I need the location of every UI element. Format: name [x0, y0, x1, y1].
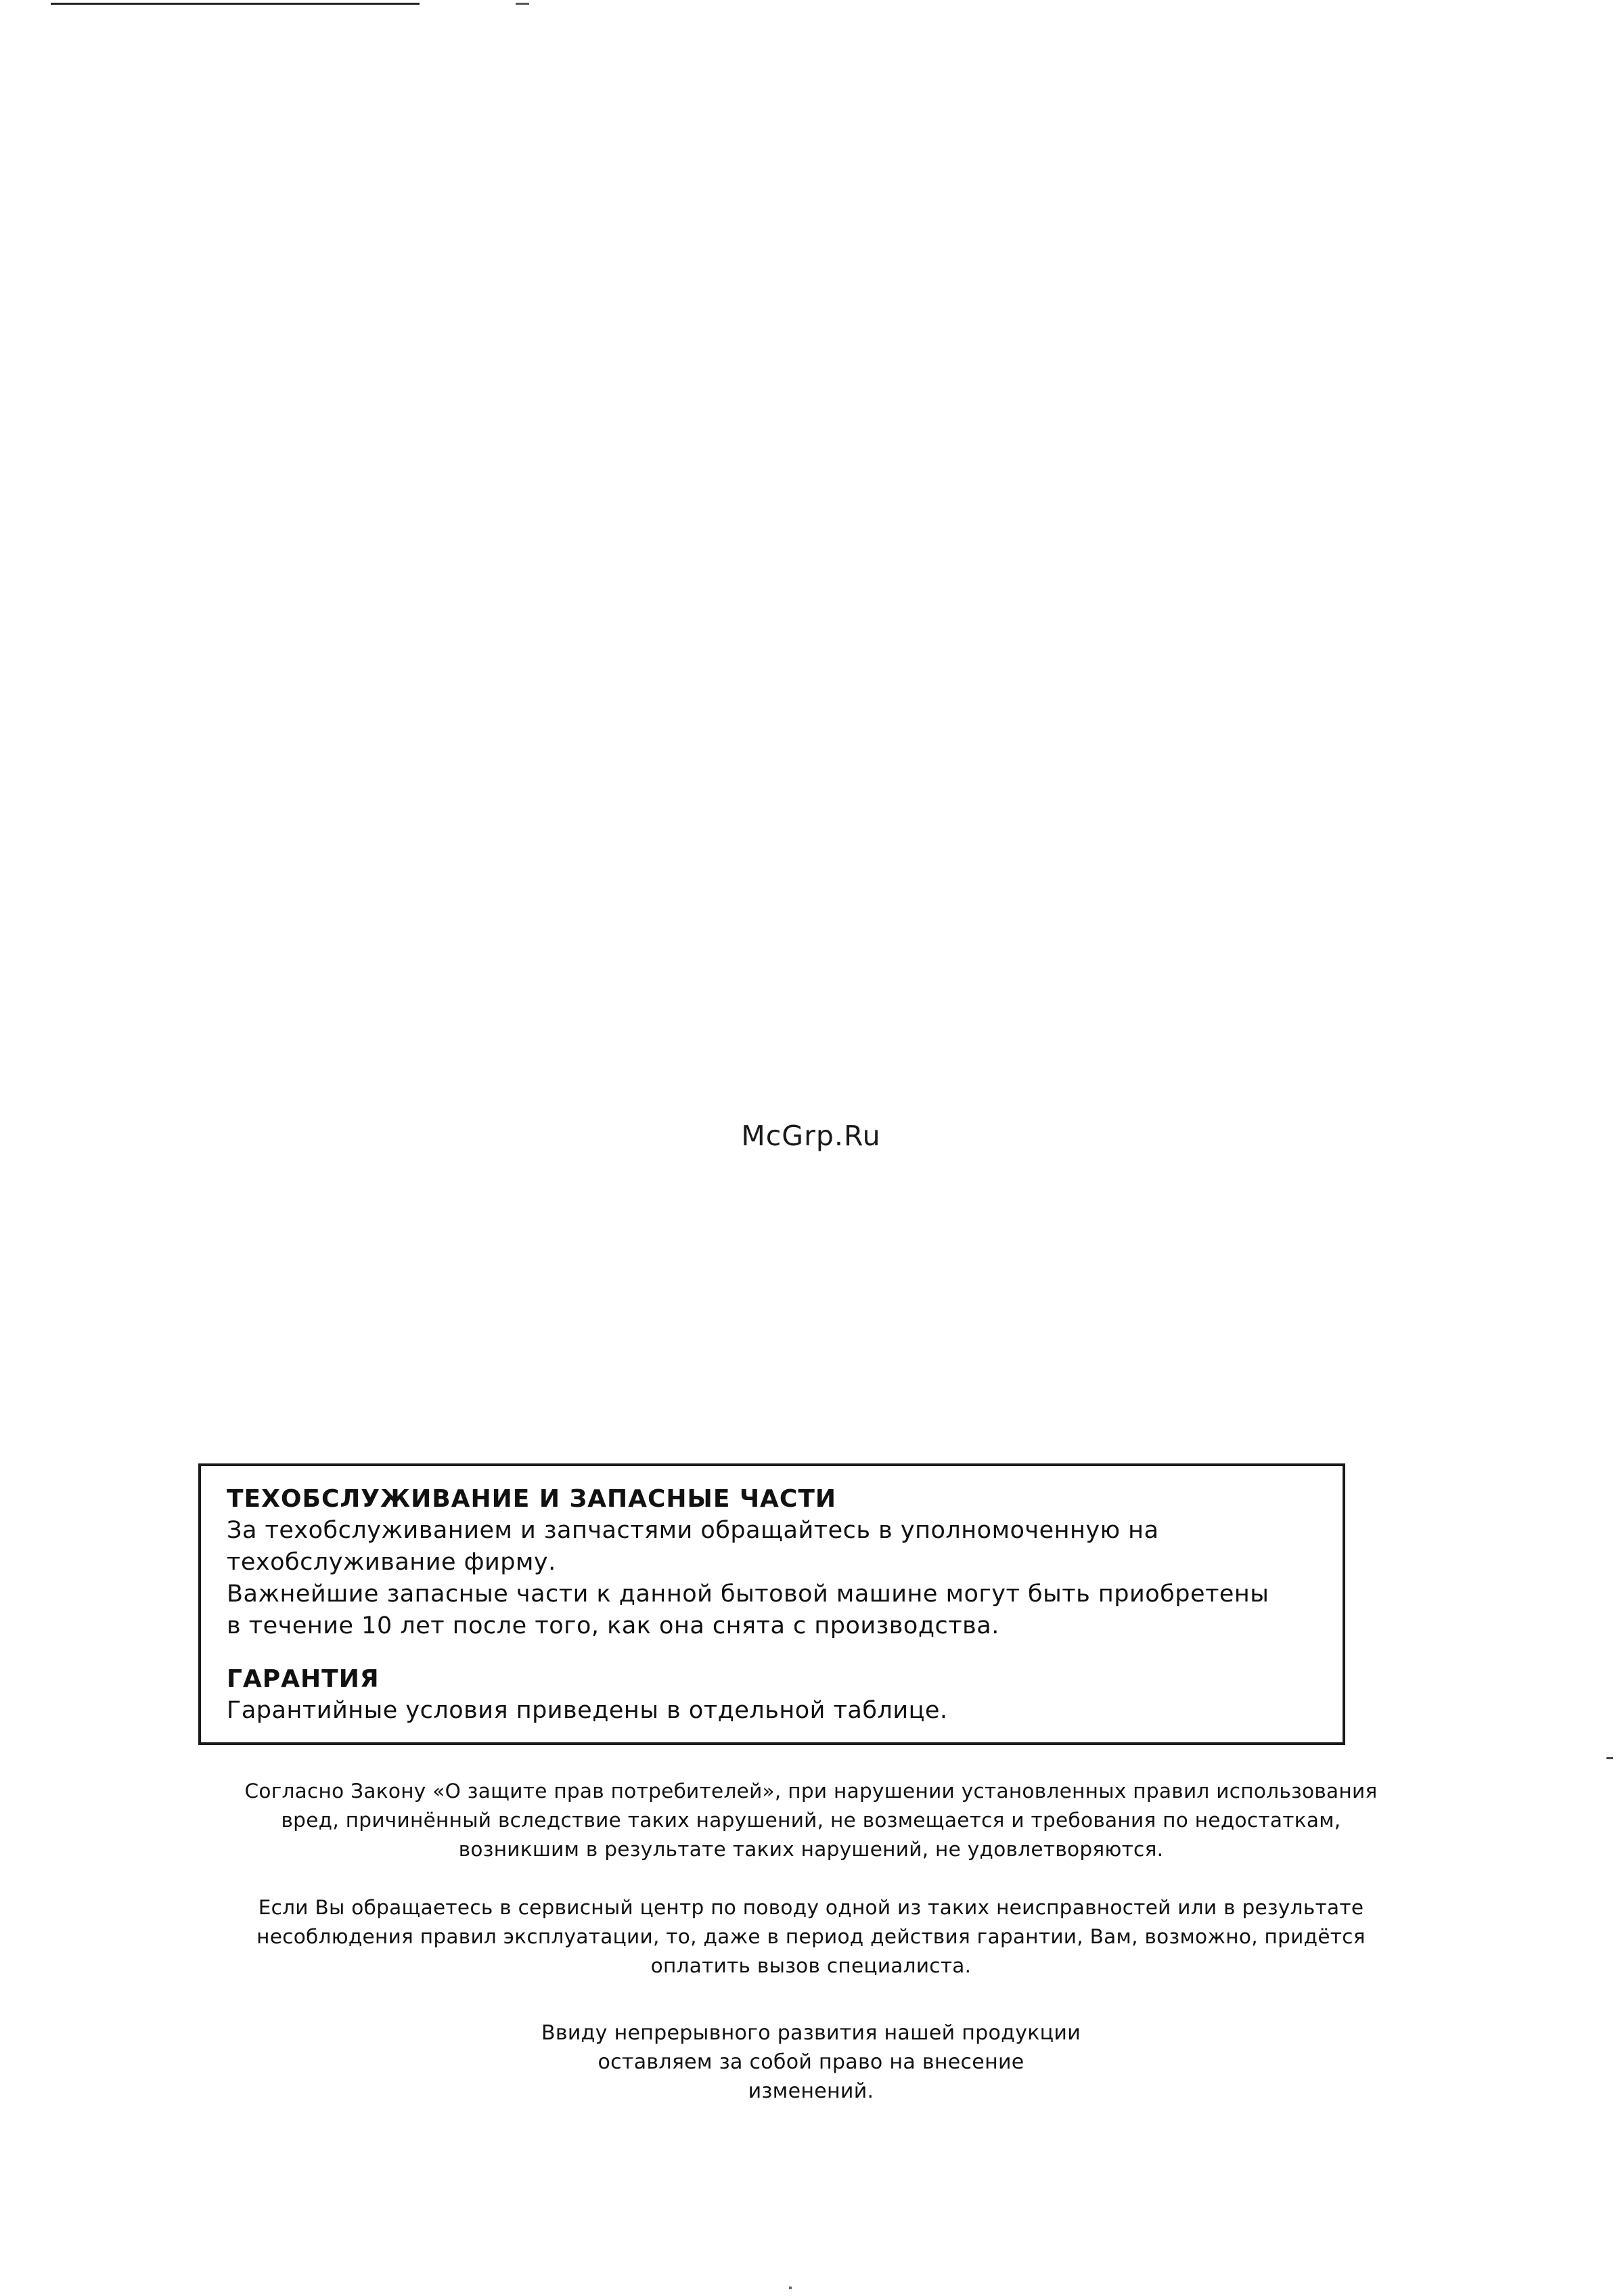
service-center-notice — [102, 1893, 1520, 1981]
law-notice-line: возникшим в результате таких нарушений, не удовлетворяются. — [458, 1838, 1164, 1861]
changes-line: Ввиду непрерывного развития нашей продукции — [541, 2021, 1081, 2045]
service-warranty-box — [198, 1463, 1345, 1745]
service-center-line: несоблюдения правил эксплуатации, то, даже в период действия гарантии, Вам, возможно, придётся — [256, 1925, 1366, 1948]
warranty-heading: ГАРАНТИЯ — [227, 1665, 380, 1693]
side-mark — [1606, 1757, 1613, 1759]
changes-notice — [102, 2018, 1520, 2106]
watermark-link[interactable]: McGrp.Ru — [741, 1120, 881, 1152]
service-heading: ТЕХОБСЛУЖИВАНИЕ И ЗАПАСНЫЕ ЧАСТИ — [227, 1485, 837, 1513]
law-notice-line: Согласно Закону «О защите прав потребителей», при нарушении установленных правил использования — [244, 1780, 1378, 1803]
service-center-line: оплатить вызов специалиста. — [650, 1954, 972, 1977]
changes-line: оставляем за собой право на внесение — [598, 2050, 1024, 2074]
service-line: За техобслуживанием и запчастями обращайтесь в уполномоченную на — [227, 1517, 1159, 1544]
service-line: техобслуживание фирму. — [227, 1549, 556, 1576]
section-gap — [227, 1642, 1322, 1664]
law-notice-line: вред, причинённый вследствие таких нарушений, не возмещается и требования по недостаткам, — [281, 1809, 1341, 1832]
bottom-dot — [789, 2287, 792, 2289]
changes-line: изменений. — [748, 2079, 874, 2103]
service-center-line: Если Вы обращаетесь в сервисный центр по поводу одной из таких неисправностей или в результате — [258, 1896, 1364, 1919]
warranty-text: Гарантийные условия приведены в отдельной таблице. — [227, 1697, 948, 1724]
service-line: Важнейшие запасные части к данной бытовой машине могут быть приобретены — [227, 1581, 1269, 1608]
law-notice — [102, 1777, 1520, 1864]
top-mark — [516, 3, 529, 5]
top-rule — [51, 3, 420, 5]
service-line: в течение 10 лет после того, как она снята с производства. — [227, 1612, 999, 1639]
